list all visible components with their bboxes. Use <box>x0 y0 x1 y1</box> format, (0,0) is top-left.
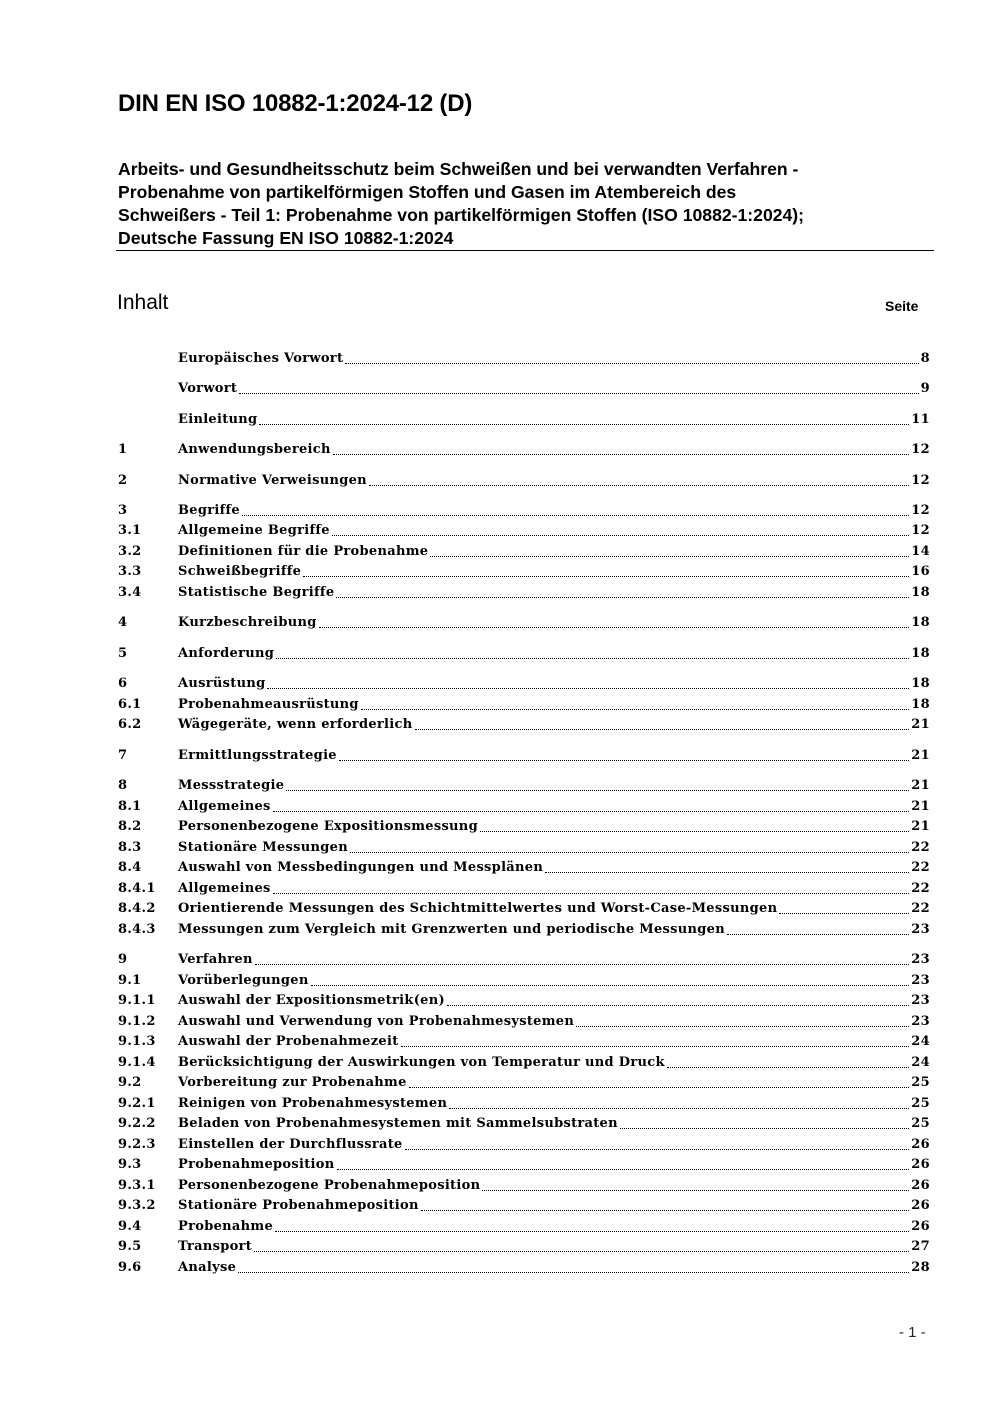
toc-entry[interactable] <box>118 1155 930 1175</box>
toc-entry-title: Transport <box>178 1239 253 1254</box>
toc-dot-leader <box>727 934 909 935</box>
toc-entry-number: 7 <box>118 748 128 763</box>
toc-dot-leader <box>350 852 909 853</box>
toc-dot-leader <box>405 1149 910 1150</box>
toc-entry-page: 12 <box>911 503 930 518</box>
toc-entry-title: Schweißbegriffe <box>178 564 302 579</box>
toc-entry-title: Allgemeines <box>178 881 271 896</box>
toc-entry-number: 3.4 <box>118 585 142 600</box>
toc-entry-page: 23 <box>911 993 930 1008</box>
toc-entry-page: 21 <box>911 748 930 763</box>
toc-entry[interactable] <box>118 674 930 694</box>
toc-dot-leader <box>238 1272 909 1273</box>
toc-entry-page: 12 <box>911 473 930 488</box>
toc-entry-number: 3.1 <box>118 523 142 538</box>
toc-entry[interactable] <box>118 1012 930 1032</box>
toc-dot-leader <box>409 1087 910 1088</box>
toc-entry[interactable] <box>118 899 930 919</box>
toc-entry[interactable] <box>118 1053 930 1073</box>
toc-entry[interactable] <box>118 501 930 521</box>
toc-entry[interactable] <box>118 1094 930 1114</box>
toc-entry-title: Auswahl und Verwendung von Probenahmesystemen <box>178 1014 575 1029</box>
toc-entry[interactable] <box>118 1114 930 1134</box>
toc-entry-number: 2 <box>118 473 128 488</box>
toc-dot-leader <box>361 709 909 710</box>
toc-entry[interactable] <box>118 879 930 899</box>
toc-entry[interactable] <box>118 991 930 1011</box>
toc-entry-page: 23 <box>911 973 930 988</box>
toc-entry-title: Einleitung <box>178 412 258 427</box>
toc-entry-page: 16 <box>911 564 930 579</box>
toc-entry-page: 25 <box>911 1096 930 1111</box>
toc-dot-leader <box>337 1169 910 1170</box>
toc-entry-page: 26 <box>911 1157 930 1172</box>
toc-dot-leader <box>430 556 909 557</box>
toc-dot-leader <box>339 760 909 761</box>
toc-entry-page: 22 <box>911 860 930 875</box>
toc-entry[interactable] <box>118 1237 930 1257</box>
toc-entry-title: Stationäre Probenahmeposition <box>178 1198 419 1213</box>
page-number: - 1 - <box>899 1324 926 1341</box>
toc-entry-page: 12 <box>911 523 930 538</box>
toc-dot-leader <box>273 811 910 812</box>
toc-entry-title: Probenahmeposition <box>178 1157 335 1172</box>
toc-entry-number: 9.2 <box>118 1075 142 1090</box>
toc-entry-title: Messungen zum Vergleich mit Grenzwerten und periodische Messungen <box>178 922 726 937</box>
toc-dot-leader <box>275 1231 909 1232</box>
toc-entry-number: 9.3.1 <box>118 1178 156 1193</box>
toc-dot-leader <box>303 576 909 577</box>
toc-dot-leader <box>242 515 909 516</box>
toc-entry-title: Berücksichtigung der Auswirkungen von Temperatur und Druck <box>178 1055 665 1070</box>
toc-page-column-heading: Seite <box>885 298 919 314</box>
toc-entry[interactable] <box>118 1176 930 1196</box>
toc-entry-title: Statistische Begriffe <box>178 585 335 600</box>
toc-entry-page: 18 <box>911 697 930 712</box>
toc-entry-page: 22 <box>911 881 930 896</box>
toc-entry-page: 26 <box>911 1137 930 1152</box>
toc-entry-number: 8.4 <box>118 860 142 875</box>
toc-entry-number: 9 <box>118 952 128 967</box>
toc-dot-leader <box>333 454 910 455</box>
toc-entry-number: 9.2.2 <box>118 1116 156 1131</box>
document-subtitle <box>118 158 933 250</box>
toc-entry[interactable] <box>118 715 930 735</box>
toc-entry-page: 18 <box>911 646 930 661</box>
toc-entry-page: 28 <box>911 1260 930 1275</box>
toc-entry-title: Auswahl der Expositionsmetrik(en) <box>178 993 445 1008</box>
title-divider <box>116 250 934 251</box>
toc-dot-leader <box>576 1026 909 1027</box>
toc-entry-title: Reinigen von Probenahmesystemen <box>178 1096 448 1111</box>
toc-entry[interactable] <box>118 1217 930 1237</box>
toc-dot-leader <box>276 658 909 659</box>
toc-entry[interactable] <box>118 776 930 796</box>
toc-entry-title: Vorbereitung zur Probenahme <box>178 1075 407 1090</box>
toc-entry[interactable] <box>118 542 930 562</box>
toc-entry-number: 9.2.1 <box>118 1096 156 1111</box>
toc-entry[interactable] <box>118 858 930 878</box>
toc-entry[interactable] <box>118 920 930 940</box>
toc-entry-title: Analyse <box>178 1260 237 1275</box>
toc-entry-title: Messstrategie <box>178 778 285 793</box>
toc-entry-page: 9 <box>920 381 930 396</box>
toc-entry-page: 8 <box>920 351 930 366</box>
toc-entry-page: 18 <box>911 676 930 691</box>
toc-dot-leader <box>239 393 918 394</box>
toc-entry-title: Begriffe <box>178 503 240 518</box>
toc-entry-title: Anwendungsbereich <box>178 442 331 457</box>
toc-dot-leader <box>449 1108 909 1109</box>
toc-entry-page: 21 <box>911 799 930 814</box>
toc-entry-number: 9.1.4 <box>118 1055 156 1070</box>
toc-entry[interactable] <box>118 1135 930 1155</box>
toc-entry-page: 24 <box>911 1034 930 1049</box>
toc-entry-page: 26 <box>911 1178 930 1193</box>
toc-entry-number: 8.3 <box>118 840 142 855</box>
toc-entry-number: 4 <box>118 615 128 630</box>
toc-entry-number: 6.2 <box>118 717 142 732</box>
toc-entry-number: 9.4 <box>118 1219 142 1234</box>
toc-entry-number: 6 <box>118 676 128 691</box>
toc-entry-title: Verfahren <box>178 952 253 967</box>
toc-entry[interactable] <box>118 471 930 491</box>
toc-entry[interactable] <box>118 971 930 991</box>
toc-entry-title: Wägegeräte, wenn erforderlich <box>178 717 413 732</box>
subtitle-line: Probenahme von partikelförmigen Stoffen und Gasen im Atembereich des <box>118 182 737 202</box>
toc-entry-title: Vorwort <box>178 381 238 396</box>
toc-entry-number: 8.4.3 <box>118 922 156 937</box>
toc-entry-number: 9.1 <box>118 973 142 988</box>
toc-entry-title: Auswahl von Messbedingungen und Messplänen <box>178 860 544 875</box>
toc-entry[interactable] <box>118 1073 930 1093</box>
toc-entry-title: Personenbezogene Probenahmeposition <box>178 1178 481 1193</box>
toc-entry[interactable] <box>118 838 930 858</box>
toc-dot-leader <box>267 688 909 689</box>
toc-entry[interactable] <box>118 379 930 399</box>
toc-dot-leader <box>311 985 910 986</box>
toc-entry-number: 3.2 <box>118 544 142 559</box>
toc-entry-number: 8.2 <box>118 819 142 834</box>
toc-entry-number: 3.3 <box>118 564 142 579</box>
toc-dot-leader <box>482 1190 909 1191</box>
toc-dot-leader <box>545 872 909 873</box>
toc-entry-title: Anforderung <box>178 646 275 661</box>
toc-entry-page: 25 <box>911 1116 930 1131</box>
toc-entry-title: Probenahmeausrüstung <box>178 697 359 712</box>
toc-entry[interactable] <box>118 1258 930 1278</box>
toc-entry[interactable] <box>118 583 930 603</box>
toc-entry-page: 27 <box>911 1239 930 1254</box>
toc-entry-page: 22 <box>911 901 930 916</box>
toc-dot-leader <box>415 729 910 730</box>
toc-entry-title: Beladen von Probenahmesystemen mit Sammelsubstraten <box>178 1116 618 1131</box>
toc-entry[interactable] <box>118 1032 930 1052</box>
subtitle-line: Schweißers - Teil 1: Probenahme von partikelförmigen Stoffen (ISO 10882-1:2024); <box>118 205 805 225</box>
toc-entry-number: 8.4.1 <box>118 881 156 896</box>
toc-entry[interactable] <box>118 410 930 430</box>
toc-dot-leader <box>336 597 909 598</box>
toc-dot-leader <box>369 485 909 486</box>
toc-dot-leader <box>667 1067 910 1068</box>
toc-entry-number: 9.3.2 <box>118 1198 156 1213</box>
toc-entry-page: 25 <box>911 1075 930 1090</box>
toc-entry-page: 11 <box>911 412 930 427</box>
toc-entry[interactable] <box>118 695 930 715</box>
toc-entry-page: 12 <box>911 442 930 457</box>
toc-entry-title: Stationäre Messungen <box>178 840 348 855</box>
toc-entry-title: Probenahme <box>178 1219 274 1234</box>
toc-entry-page: 22 <box>911 840 930 855</box>
toc-entry-page: 14 <box>911 544 930 559</box>
toc-dot-leader <box>259 424 909 425</box>
toc-entry-number: 9.2.3 <box>118 1137 156 1152</box>
toc-entry-title: Vorüberlegungen <box>178 973 309 988</box>
toc-entry-title: Europäisches Vorwort <box>178 351 344 366</box>
toc-entry-number: 8.4.2 <box>118 901 156 916</box>
toc-entry-page: 26 <box>911 1219 930 1234</box>
toc-entry-number: 6.1 <box>118 697 142 712</box>
toc-entry-number: 9.1.2 <box>118 1014 156 1029</box>
toc-entry-page: 21 <box>911 717 930 732</box>
document-title: DIN EN ISO 10882-1:2024-12 (D) <box>118 90 473 117</box>
toc-entry-title: Ermittlungsstrategie <box>178 748 337 763</box>
toc-entry-number: 8 <box>118 778 128 793</box>
toc-dot-leader <box>319 627 910 628</box>
toc-entry[interactable] <box>118 440 930 460</box>
toc-heading: Inhalt <box>117 291 169 314</box>
toc-dot-leader <box>255 964 910 965</box>
toc-entry[interactable] <box>118 613 930 633</box>
toc-entry-number: 9.5 <box>118 1239 142 1254</box>
toc-entry[interactable] <box>118 349 930 369</box>
toc-entry-number: 5 <box>118 646 128 661</box>
toc-entry-page: 26 <box>911 1198 930 1213</box>
toc-dot-leader <box>401 1046 910 1047</box>
toc-entry-title: Auswahl der Probenahmezeit <box>178 1034 399 1049</box>
toc-entry-page: 21 <box>911 778 930 793</box>
toc-entry-title: Allgemeines <box>178 799 271 814</box>
toc-entry-title: Normative Verweisungen <box>178 473 367 488</box>
toc-entry-number: 1 <box>118 442 128 457</box>
toc-dot-leader <box>779 913 909 914</box>
toc-entry[interactable] <box>118 817 930 837</box>
toc-entry[interactable] <box>118 797 930 817</box>
toc-entry[interactable] <box>118 746 930 766</box>
toc-dot-leader <box>345 363 918 364</box>
toc-dot-leader <box>254 1251 909 1252</box>
toc-entry[interactable] <box>118 1196 930 1216</box>
toc-entry-title: Allgemeine Begriffe <box>178 523 330 538</box>
toc-entry[interactable] <box>118 562 930 582</box>
toc-entry-number: 9.1.1 <box>118 993 156 1008</box>
subtitle-line: Arbeits- und Gesundheitsschutz beim Schweißen und bei verwandten Verfahren - <box>118 159 799 179</box>
toc-entry-number: 9.3 <box>118 1157 142 1172</box>
toc-entry-number: 3 <box>118 503 128 518</box>
toc-dot-leader <box>620 1128 909 1129</box>
toc-entry-title: Einstellen der Durchflussrate <box>178 1137 403 1152</box>
toc-dot-leader <box>480 831 909 832</box>
toc-entry-title: Ausrüstung <box>178 676 266 691</box>
toc-entry-page: 24 <box>911 1055 930 1070</box>
subtitle-line: Deutsche Fassung EN ISO 10882-1:2024 <box>118 228 454 248</box>
toc-entry[interactable] <box>118 950 930 970</box>
toc-dot-leader <box>286 790 909 791</box>
toc-dot-leader <box>332 535 909 536</box>
toc-entry-title: Definitionen für die Probenahme <box>178 544 429 559</box>
toc-dot-leader <box>273 893 910 894</box>
toc-entry-page: 23 <box>911 922 930 937</box>
toc-dot-leader <box>421 1210 910 1211</box>
toc-entry-page: 23 <box>911 952 930 967</box>
toc-entry-title: Personenbezogene Expositionsmessung <box>178 819 478 834</box>
toc-entry-title: Kurzbeschreibung <box>178 615 317 630</box>
toc-dot-leader <box>447 1005 909 1006</box>
toc-entry-page: 23 <box>911 1014 930 1029</box>
toc-entry-page: 18 <box>911 615 930 630</box>
toc-entry[interactable] <box>118 644 930 664</box>
toc-entry-number: 9.1.3 <box>118 1034 156 1049</box>
toc-entry-title: Orientierende Messungen des Schichtmittelwertes und Worst-Case-Messungen <box>178 901 778 916</box>
toc-entry-number: 8.1 <box>118 799 142 814</box>
toc-entry[interactable] <box>118 521 930 541</box>
toc-entry-page: 18 <box>911 585 930 600</box>
toc-entry-number: 9.6 <box>118 1260 142 1275</box>
toc-entry-page: 21 <box>911 819 930 834</box>
